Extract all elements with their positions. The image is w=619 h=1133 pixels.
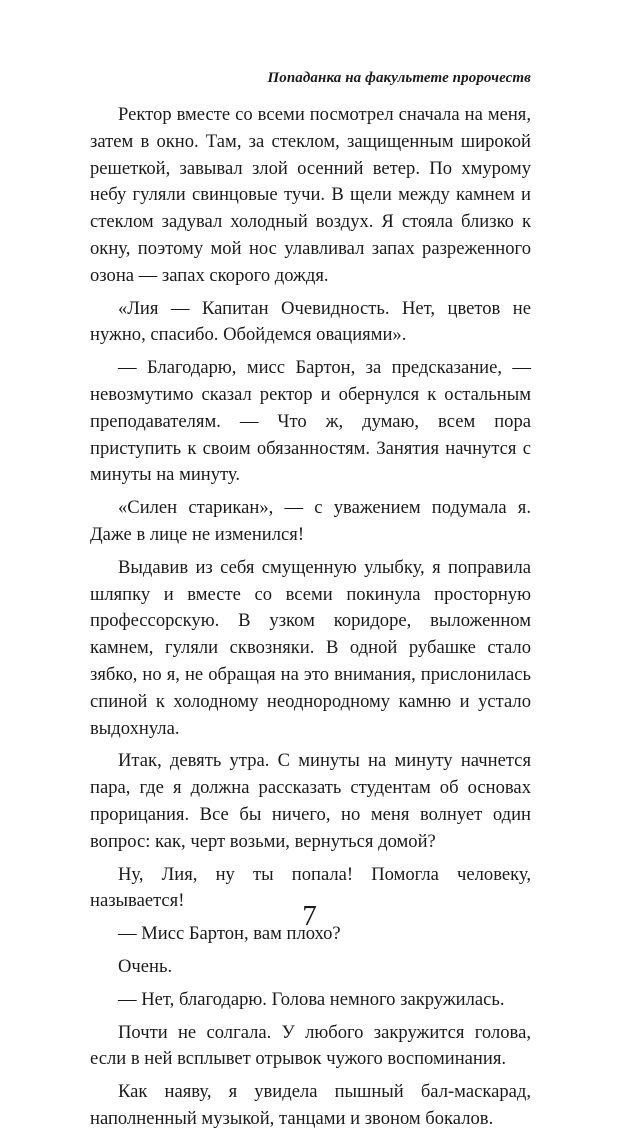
paragraph: «Лия — Капитан Очевидность. Нет, цветов не нужно, спасибо. Обойдемся овациями».	[90, 297, 531, 346]
running-header: Попаданка на факультете пророчеств	[267, 70, 531, 86]
paragraph: — Мисс Бартон, вам плохо?	[118, 923, 341, 945]
page-number: 7	[302, 900, 317, 932]
paragraph: Почти не солгала. У любого закружится голова, если в ней всплывет отрывок чужого воспоминания.	[90, 1021, 531, 1070]
paragraph: Ректор вместе со всеми посмотрел сначала на меня, затем в окно. Там, за стеклом, защищенным широкой решеткой, завывал злой осенний ветер. По хмурому небу гуляли свинцовые тучи. В щели между камнем и стеклом задувал холодный воздух. Я стояла близко к окну, поэтому мой нос улавливал запах разреженного озона — запах скорого дождя.	[90, 104, 531, 286]
paragraph: Как наяву, я увидела пышный бал-маскарад, наполненный музыкой, танцами и звоном бокалов.	[90, 1081, 531, 1129]
paragraph: — Благодарю, мисс Бартон, за предсказание, — невозмутимо сказал ректор и обернулся к остальным преподавателям. — Что ж, думаю, всем пора приступить к своим обязанностям. Занятия начнутся с минуты на минуту.	[90, 357, 531, 486]
paragraph: «Силен старикан», — с уважением подумала я. Даже в лице не изменился!	[90, 497, 531, 545]
body-text	[90, 102, 531, 1133]
paragraph: — Нет, благодарю. Голова немного закружилась.	[118, 988, 505, 1010]
paragraph: Очень.	[118, 955, 173, 977]
paragraph: Итак, девять утра. С минуты на минуту начнется пара, где я должна рассказать студентам об основах прорицания. Все бы ничего, но меня волнует один вопрос: как, черт возьми, вернуться домой?	[90, 750, 531, 852]
paragraph: Выдавив из себя смущенную улыбку, я поправила шляпку и вместе со всеми покинула просторную профессорскую. В узком коридоре, выложенном камнем, гуляли сквозняки. В одной рубашке стало зябко, но я, не обращая на это внимания, прислонилась спиной к холодному неоднородному камню и устало выдохнула.	[90, 556, 531, 739]
paragraph: Ну, Лия, ну ты попала! Помогла человеку, называется!	[90, 863, 531, 912]
